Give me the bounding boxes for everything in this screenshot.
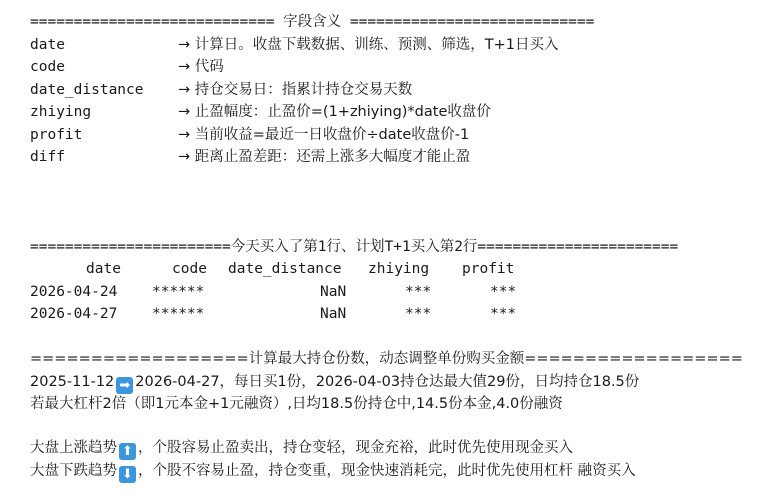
field-name-profit: profit — [30, 127, 83, 143]
market-up-text: ，个股容易止盈卖出，持仓变轻，现金充裕，此时优先使用现金买入 — [138, 440, 573, 456]
fields-header: ============================ 字段含义 ============================ — [30, 14, 595, 30]
cell-code: ****** — [152, 284, 205, 300]
table-header-banner: =======================今天买入了第1行、计划T+1买入第2行======================= — [30, 239, 679, 255]
market-down-line — [30, 460, 636, 483]
field-desc-date: → 计算日。收盘下载数据、训练、预测、筛选，T+1日买入 — [178, 37, 559, 53]
position-summary-line — [30, 371, 639, 394]
cell-zhiying: *** — [405, 306, 432, 322]
up-arrow-icon: ⬆ — [119, 443, 136, 460]
field-name-code: code — [30, 59, 65, 75]
position-summary-text: 2026-04-27，每日买1份，2026-04-03持仓达最大值29份，日均持仓18.5份 — [135, 374, 640, 390]
column-header-zhiying: zhiying — [368, 261, 430, 277]
field-name-zhiying: zhiying — [30, 104, 92, 120]
cell-profit: *** — [490, 284, 517, 300]
field-desc-profit: → 当前收益=最近一日收盘价÷date收盘价-1 — [178, 127, 470, 143]
right-arrow-icon: ➡ — [116, 377, 133, 394]
column-header-profit: profit — [462, 261, 515, 277]
position-header-banner: ==================计算最大持仓份数，动态调整单份购买金额================== — [30, 351, 743, 367]
leverage-line: 若最大杠杆2倍（即1元本金+1元融资）,日均18.5份持仓中,14.5份本金,4.0份融资 — [30, 396, 563, 412]
market-down-text: ，个股不容易止盈，持仓变重，现金快速消耗完，此时优先使用杠杆 融资买入 — [138, 463, 636, 479]
cell-zhiying: *** — [405, 284, 432, 300]
market-up-line — [30, 437, 573, 460]
market-down-label: 大盘下跌趋势 — [30, 463, 117, 479]
field-name-date: date — [30, 37, 65, 53]
column-header-date: date — [86, 261, 121, 277]
start-date: 2025-11-12 — [30, 374, 115, 390]
cell-date: 2026-04-24 — [30, 284, 118, 300]
field-desc-diff: → 距离止盈差距：还需上涨多大幅度才能止盈 — [178, 149, 471, 165]
cell-code: ****** — [152, 306, 205, 322]
cell-profit: *** — [490, 306, 517, 322]
market-up-label: 大盘上涨趋势 — [30, 440, 117, 456]
column-header-date-distance: date_distance — [228, 261, 342, 277]
down-arrow-icon: ⬇ — [119, 466, 136, 483]
column-header-code: code — [172, 261, 207, 277]
field-name-date-distance: date_distance — [30, 82, 144, 98]
cell-date-distance: NaN — [320, 284, 347, 300]
field-desc-date-distance: → 持仓交易日：指累计持仓交易天数 — [178, 82, 413, 98]
cell-date: 2026-04-27 — [30, 306, 118, 322]
field-name-diff: diff — [30, 149, 65, 165]
field-desc-zhiying: → 止盈幅度：止盈价=(1+zhiying)*date收盘价 — [178, 104, 491, 120]
field-desc-code: → 代码 — [178, 59, 224, 75]
cell-date-distance: NaN — [320, 306, 347, 322]
